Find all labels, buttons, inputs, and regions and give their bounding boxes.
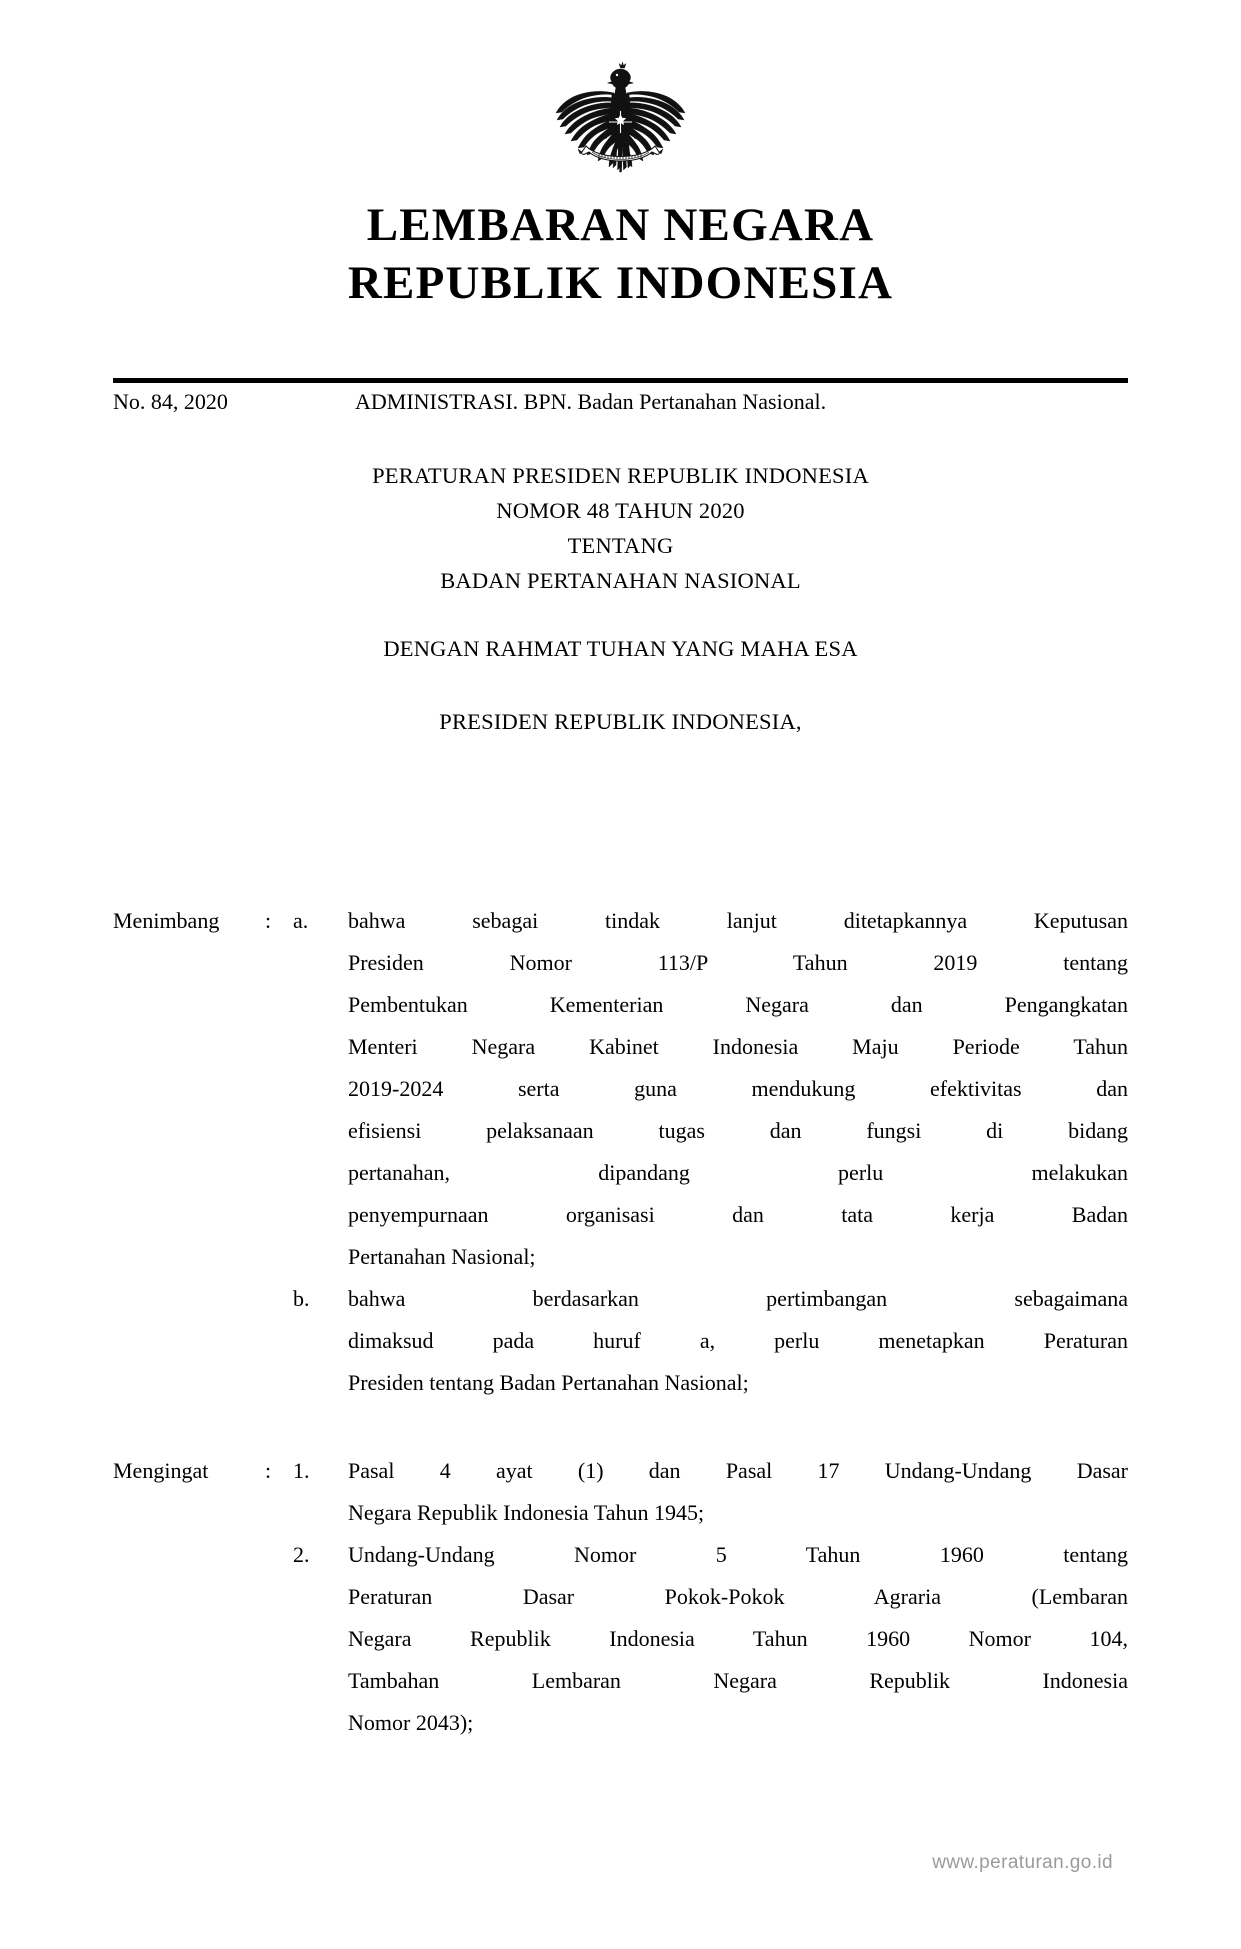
item-marker: 1. [293, 1458, 310, 1483]
regulation-type: PERATURAN PRESIDEN REPUBLIK INDONESIA [372, 463, 869, 488]
menimbang-label: Menimbang [113, 908, 220, 933]
emblem-container [0, 62, 1241, 188]
item-text [348, 1450, 1128, 1534]
text-line: Undang-Undang Nomor 5 Tahun 1960 tentang [348, 1542, 1128, 1567]
text-line: Pertanahan Nasional; [348, 1244, 536, 1269]
gazette-subject: ADMINISTRASI. BPN. Badan Pertanahan Nasional. [355, 389, 827, 414]
text-line: Negara Republik Indonesia Tahun 1945; [348, 1500, 705, 1525]
text-line: bahwa sebagai tindak lanjut ditetapkannya Keputusan [348, 908, 1128, 933]
mengingat-colon: : [265, 1458, 272, 1483]
section-menimbang [113, 900, 1128, 1404]
masthead-line-2: REPUBLIK INDONESIA [347, 257, 894, 309]
masthead-divider [113, 378, 1128, 383]
text-line: pertanahan, dipandang perlu melakukan [348, 1160, 1128, 1185]
item-marker: a. [293, 908, 309, 933]
item-text [348, 900, 1128, 1278]
list-item [293, 1534, 1128, 1744]
masthead [0, 196, 1241, 312]
footer-watermark: www.peraturan.go.id [932, 1852, 1113, 1873]
text-line: Pembentukan Kementerian Negara dan Pengangkatan [348, 992, 1128, 1017]
title-gap-1 [113, 598, 1128, 631]
title-gap-2 [113, 666, 1128, 704]
issuer-line: PRESIDEN REPUBLIK INDONESIA, [439, 709, 802, 734]
garuda-pancasila-emblem [553, 62, 688, 188]
item-marker: 2. [293, 1542, 310, 1567]
text-line: Negara Republik Indonesia Tahun 1960 Nomor 104, [348, 1626, 1128, 1651]
gazette-line [113, 387, 1128, 417]
list-item [293, 1278, 1128, 1404]
gazette-number: No. 84, 2020 [113, 389, 228, 414]
mengingat-label: Mengingat [113, 1458, 209, 1483]
text-line: efisiensi pelaksanaan tugas dan fungsi di bidang [348, 1118, 1128, 1143]
text-line: Pasal 4 ayat (1) dan Pasal 17 Undang-Undang Dasar [348, 1458, 1128, 1483]
text-line: Presiden tentang Badan Pertanahan Nasional; [348, 1370, 749, 1395]
regulation-subject: BADAN PERTANAHAN NASIONAL [440, 568, 801, 593]
regulation-number: NOMOR 48 TAHUN 2020 [496, 498, 745, 523]
section-mengingat [113, 1450, 1128, 1744]
regulation-about-label: TENTANG [567, 533, 674, 558]
mengingat-items [293, 1450, 1128, 1744]
text-line: Menteri Negara Kabinet Indonesia Maju Periode Tahun [348, 1034, 1128, 1059]
menimbang-colon: : [265, 908, 272, 933]
item-marker: b. [293, 1286, 310, 1311]
text-line: dimaksud pada huruf a, perlu menetapkan Peraturan [348, 1328, 1128, 1353]
text-line: Peraturan Dasar Pokok-Pokok Agraria (Lembaran [348, 1584, 1128, 1609]
list-item [293, 1450, 1128, 1534]
menimbang-items [293, 900, 1128, 1404]
text-line: Presiden Nomor 113/P Tahun 2019 tentang [348, 950, 1128, 975]
clause-sections [113, 900, 1128, 1744]
item-text [348, 1278, 1128, 1404]
item-text [348, 1534, 1128, 1744]
text-line: 2019-2024 serta guna mendukung efektivitas dan [348, 1076, 1128, 1101]
masthead-line-1: LEMBARAN NEGARA [366, 199, 875, 251]
text-line: bahwa berdasarkan pertimbangan sebagaimana [348, 1286, 1128, 1311]
list-item [293, 900, 1128, 1278]
text-line: Nomor 2043); [348, 1710, 474, 1735]
text-line: Tambahan Lembaran Negara Republik Indonesia [348, 1668, 1128, 1693]
invocation-line: DENGAN RAHMAT TUHAN YANG MAHA ESA [383, 636, 858, 661]
title-block [113, 458, 1128, 739]
text-line: penyempurnaan organisasi dan tata kerja Badan [348, 1202, 1128, 1227]
